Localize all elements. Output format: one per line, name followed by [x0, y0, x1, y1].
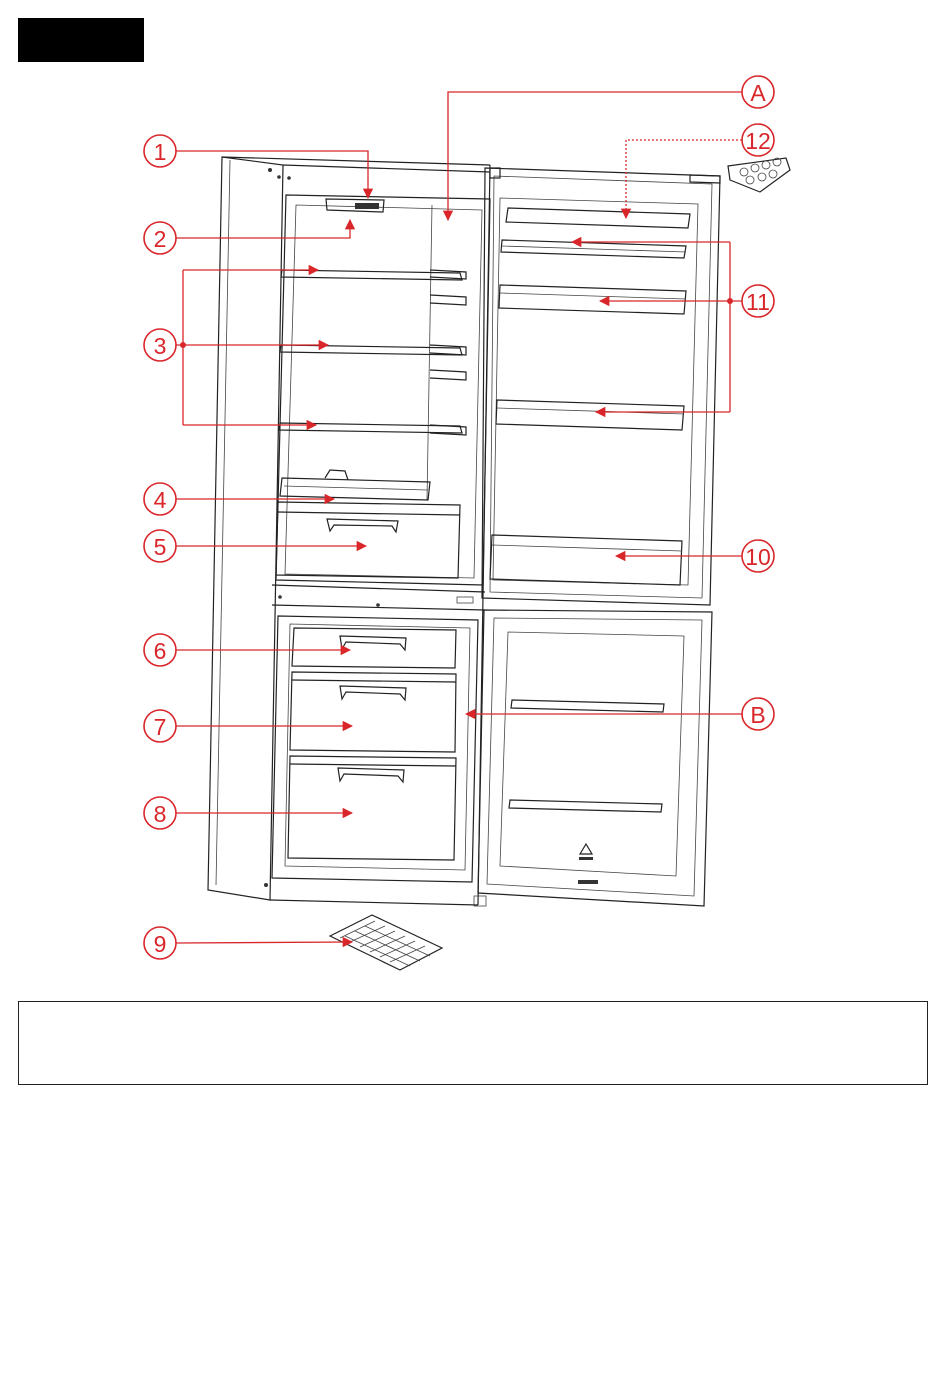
svg-text:8: 8 — [153, 801, 167, 827]
callout-7 — [144, 710, 176, 742]
freezer-door — [478, 610, 712, 906]
svg-text:12: 12 — [745, 128, 771, 154]
callout-10 — [742, 540, 774, 572]
crisper-cover — [280, 470, 430, 500]
callout-b — [742, 698, 774, 730]
thermostat-lamp-unit — [326, 199, 384, 212]
callout-6 — [144, 634, 176, 666]
crisper-drawer — [276, 502, 460, 578]
freezer-compartment — [272, 616, 478, 882]
freezer-drawer-top — [292, 628, 456, 668]
door-balconies — [496, 240, 686, 430]
callout-11 — [742, 285, 774, 317]
callout-3 — [144, 329, 176, 361]
svg-text:10: 10 — [745, 544, 771, 570]
freezer-drawer-middle — [290, 672, 456, 752]
glass-shelves — [279, 270, 462, 433]
fridge-door — [482, 168, 720, 605]
svg-text:6: 6 — [153, 638, 167, 664]
leader-lines — [176, 92, 742, 943]
svg-text:2: 2 — [153, 226, 167, 252]
callout-5 — [144, 530, 176, 562]
svg-text:11: 11 — [746, 289, 770, 315]
fridge-compartment — [276, 195, 490, 585]
svg-text:5: 5 — [153, 534, 167, 560]
callout-4 — [144, 483, 176, 515]
svg-text:B: B — [750, 702, 766, 728]
note-box — [18, 1001, 928, 1085]
svg-text:1: 1 — [153, 139, 167, 165]
freezer-symbol-icon — [579, 844, 593, 860]
egg-tray — [728, 158, 790, 192]
svg-text:9: 9 — [153, 931, 167, 957]
svg-text:3: 3 — [153, 333, 167, 359]
svg-text:7: 7 — [153, 714, 167, 740]
bottle-balcony — [490, 535, 682, 585]
freezer-drawer-bottom — [288, 756, 456, 860]
callout-a — [742, 76, 774, 108]
svg-text:4: 4 — [153, 487, 167, 513]
callout-1 — [144, 135, 176, 167]
callout-9 — [144, 927, 176, 959]
callout-12 — [742, 124, 774, 156]
callout-2 — [144, 222, 176, 254]
callout-8 — [144, 797, 176, 829]
svg-text:A: A — [750, 80, 766, 106]
